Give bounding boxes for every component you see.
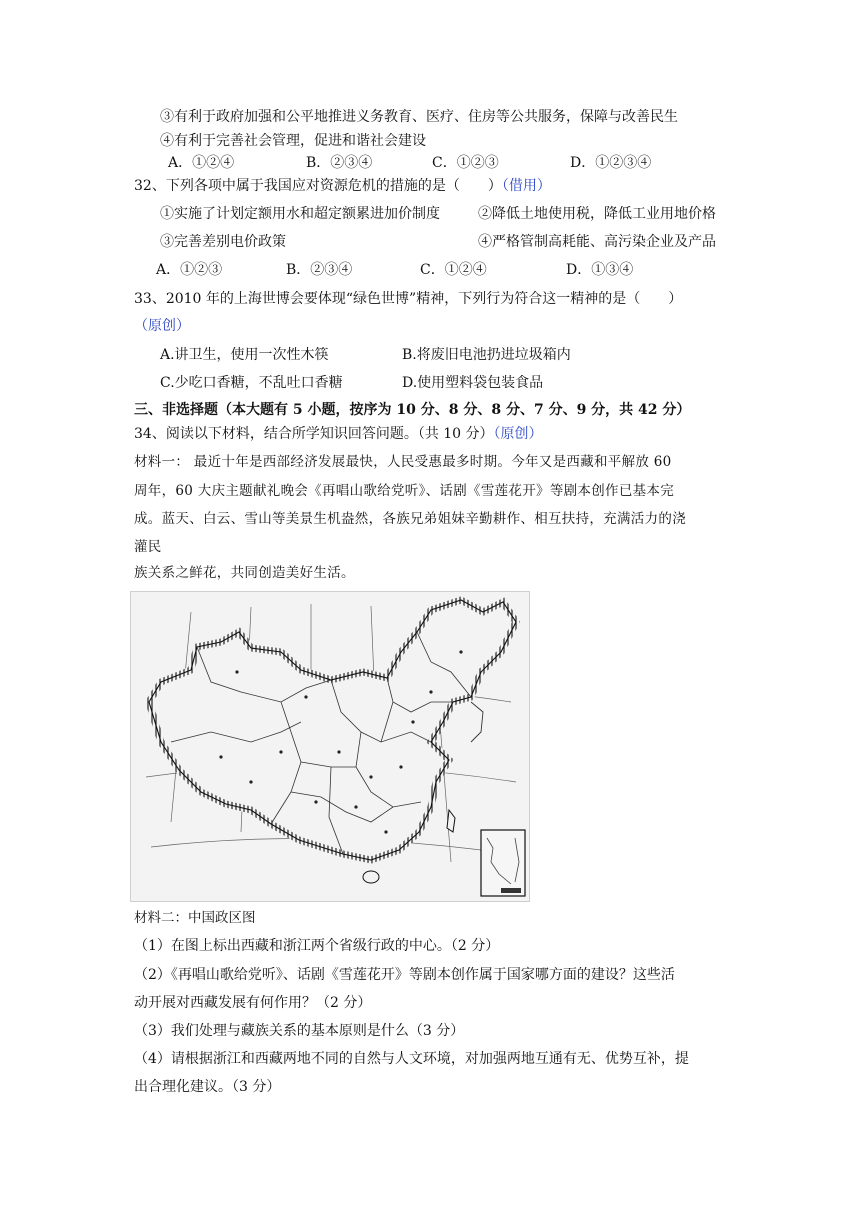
q34-question-2-line-1: （2）《再唱山歌给党听》、话剧《雪莲花开》等剧本创作属于国家哪方面的建设？这些活 — [134, 967, 675, 983]
q34-stem — [134, 424, 543, 444]
q34-source-tag: （原创） — [493, 426, 543, 442]
material-1-line-3: 成。蓝天、白云、雪山等美景生机盎然，各族兄弟姐妹辛勤耕作、相互扶持，充满活力的浇 — [134, 511, 686, 527]
q32-option-a: A．①②③ — [156, 262, 223, 278]
section-3-heading: 三、非选择题（本大题有 5 小题，按序为 10 分、8 分、8 分、7 分、9 分，共 42 分） — [134, 402, 691, 418]
coastline — [471, 702, 483, 742]
q34-question-4-line-2: 出合理化建议。（3 分） — [134, 1079, 281, 1095]
q32-option-b: B．②③④ — [286, 262, 353, 278]
taiwan-island — [447, 810, 455, 832]
q32-stem-text: 32、下列各项中属于我国应对资源危机的措施的是（ ） — [134, 178, 502, 194]
q32-item-1: ①实施了计划定额用水和超定额累进加价制度 — [160, 206, 440, 222]
china-political-map — [130, 591, 530, 902]
q31-item-4: ④有利于完善社会管理，促进和谐社会建设 — [160, 133, 426, 149]
south-china-sea-inset — [481, 830, 525, 896]
q31-option-c: C．①②③ — [432, 155, 499, 171]
q32-stem — [134, 176, 551, 196]
q31-item-3: ③有利于政府加强和公平地推进义务教育、医疗、住房等公共服务，保障与改善民生 — [160, 109, 678, 125]
q32-source-tag: （借用） — [501, 178, 551, 194]
china-border-hatch — [149, 600, 516, 860]
q34-question-3: （3）我们处理与藏族关系的基本原则是什么（3 分） — [134, 1023, 465, 1039]
q31-option-a: A．①②④ — [168, 155, 235, 171]
q33-option-a: A.讲卫生，使用一次性木筷 — [160, 347, 329, 363]
q34-question-4-line-1: （4）请根据浙江和西藏两地不同的自然与人文环境，对加强两地互通有无、优势互补，提 — [134, 1051, 689, 1067]
q33-stem: 33、2010 年的上海世博会要体现“绿色世博”精神，下列行为符合这一精神的是（ ） — [134, 291, 683, 307]
q33-source-tag: （原创） — [134, 318, 190, 334]
material-1-line-1: 材料一： 最近十年是西部经济发展最快，人民受惠最多时期。今年又是西藏和平解放 60 — [134, 454, 672, 470]
map-caption: 材料二：中国政区图 — [134, 910, 256, 926]
material-1-line-5: 族关系之鲜花，共同创造美好生活。 — [134, 565, 355, 581]
china-map-drawing — [131, 592, 529, 901]
q34-question-2-line-2: 动开展对西藏发展有何作用？（2 分） — [134, 995, 372, 1011]
q34-stem-text: 34、阅读以下材料，结合所学知识回答问题。（共 10 分） — [134, 426, 494, 442]
material-1-line-2: 周年，60 大庆主题献礼晚会《再唱山歌给党听》、话剧《雪莲花开》等剧本创作已基本完 — [134, 483, 675, 499]
q33-option-c: C.少吃口香糖，不乱吐口香糖 — [160, 375, 343, 391]
q32-item-3: ③完善差别电价政策 — [160, 234, 286, 250]
material-1-line-4: 灌民 — [134, 539, 162, 555]
hainan-island — [363, 871, 379, 883]
q31-option-b: B．②③④ — [306, 155, 373, 171]
q33-option-d: D.使用塑料袋包装食品 — [402, 375, 544, 391]
q32-option-d: D．①③④ — [566, 262, 634, 278]
q33-option-b: B.将废旧电池扔进垃圾箱内 — [402, 347, 571, 363]
q32-item-4: ④严格管制高耗能、高污染企业及产品 — [478, 234, 716, 250]
q34-question-1: （1）在图上标出西藏和浙江两个省级行政的中心。（2 分） — [134, 938, 500, 954]
q32-item-2: ②降低土地使用税，降低工业用地价格 — [478, 206, 716, 222]
q32-option-c: C．①②④ — [420, 262, 487, 278]
q31-option-d: D．①②③④ — [570, 155, 652, 171]
